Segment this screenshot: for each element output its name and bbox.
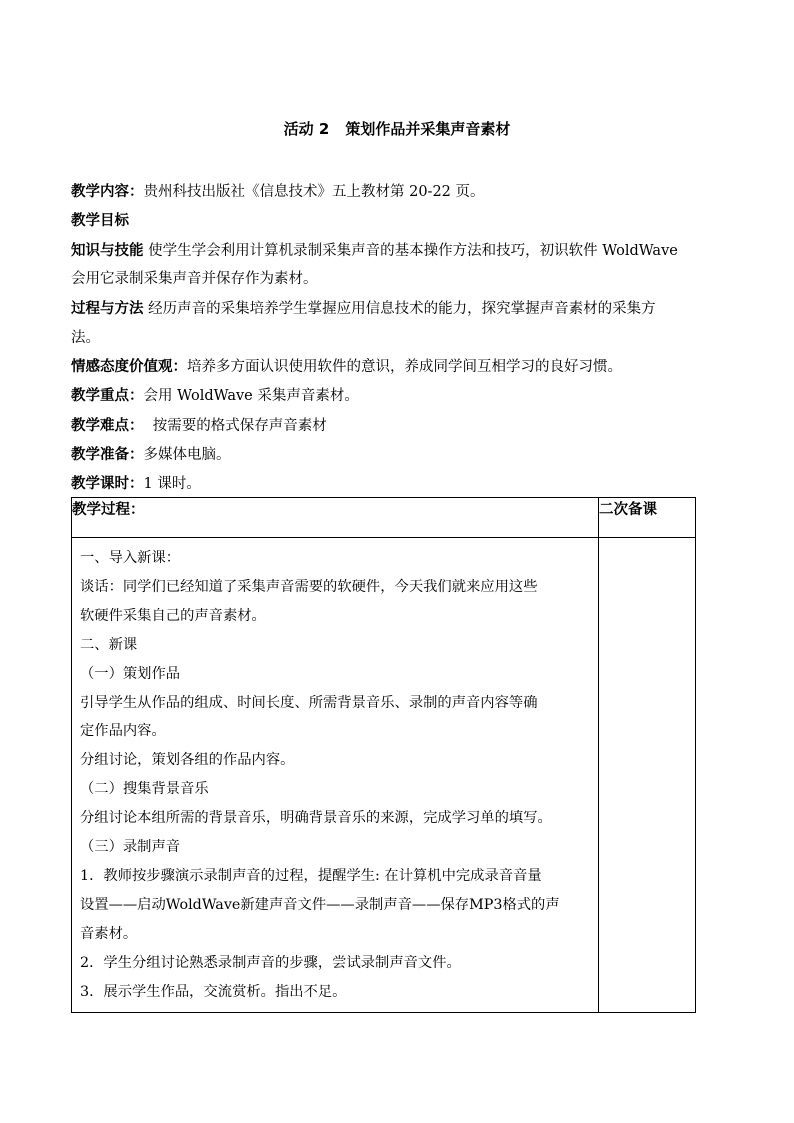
notes-cell [599,538,696,1013]
difficulty [71,412,724,441]
process-line: 1．教师按步骤演示录制声音的过程，提醒学生: 在计算机中完成录音音量 [80,867,542,884]
process-label: 过程与方法 [71,301,144,317]
process-text-1: 经历声音的采集培养学生掌握应用信息技术的能力，探究掌握声音素材的采集方 [148,301,656,317]
process-line: 设置——启动WoldWave新建声音文件——录制声音——保存MP3格式的声 [80,896,560,913]
process-line: （三）录制声音 [80,839,181,856]
process-methods-cont [71,324,724,353]
knowledge-label: 知识与技能 [71,243,144,259]
process-line: 分组讨论，策划各组的作品内容。 [80,752,295,769]
process-line: 软硬件采集自己的声音素材。 [80,607,266,624]
process-content [72,538,599,1013]
knowledge-skills [71,237,724,266]
difficulty-text: 按需要的格式保存声音素材 [152,418,327,434]
process-line: 定作品内容。 [80,723,166,740]
goals-heading [71,207,724,236]
activity-number: 活动 2 [283,120,330,138]
teaching-content-label: 教学内容： [71,184,144,200]
process-line: 3．展示学生作品，交流赏析。指出不足。 [80,983,347,1000]
header-process: 教学过程： [72,498,599,538]
hours-text: 1 课时。 [143,476,201,492]
preparation-label: 教学准备： [71,447,144,463]
header-notes: 二次备课 [599,498,696,538]
table-header-row [72,498,696,538]
teaching-content-text: 贵州科技出版社《信息技术》五上教材第 20-22 页。 [143,184,485,200]
key-point [71,382,724,411]
hours-label: 教学课时： [71,476,144,492]
key-point-label: 教学重点： [71,388,144,404]
preparation-text: 多媒体电脑。 [143,447,231,463]
process-line: 分组讨论本组所需的背景音乐，明确背景音乐的来源，完成学习单的填写。 [80,810,552,827]
process-line: （一）策划作品 [80,665,181,682]
activity-name: 策划作品并采集声音素材 [345,120,511,138]
key-point-text: 会用 WoldWave 采集声音素材。 [143,388,359,404]
process-line: 一、导入新课： [80,550,181,566]
preparation [71,441,724,470]
page-title [0,118,794,139]
class-hours [71,470,724,499]
emotion-label: 情感态度价值观： [71,359,187,375]
table-body-row [72,538,696,1013]
goals-heading-text: 教学目标 [71,213,129,229]
process-line: （二）搜集背景音乐 [80,781,209,798]
process-line: 二、新课 [80,636,138,653]
knowledge-text-1: 使学生学会利用计算机录制采集声音的基本操作方法和技巧，初识软件 WoldWave [148,243,678,259]
process-line: 音素材。 [80,925,138,942]
difficulty-label: 教学难点： [71,418,144,434]
process-text-2: 法。 [71,330,100,346]
emotion-text: 培养多方面认识使用软件的意识，养成同学间互相学习的良好习惯。 [187,359,622,375]
knowledge-text-2: 会用它录制采集声音并保存作为素材。 [71,271,318,287]
emotion-values [71,353,724,382]
process-line: 引导学生从作品的组成、时间长度、所需背景音乐、录制的声音内容等确 [80,694,538,711]
process-line: 谈话：同学们已经知道了采集声音需要的软硬件，今天我们就来应用这些 [80,578,538,595]
process-methods [71,295,724,324]
teaching-process-table [71,497,696,1013]
process-line: 2．学生分组讨论熟悉录制声音的步骤，尝试录制声音文件。 [80,954,461,971]
knowledge-skills-cont [71,265,724,294]
teaching-content [71,178,724,207]
